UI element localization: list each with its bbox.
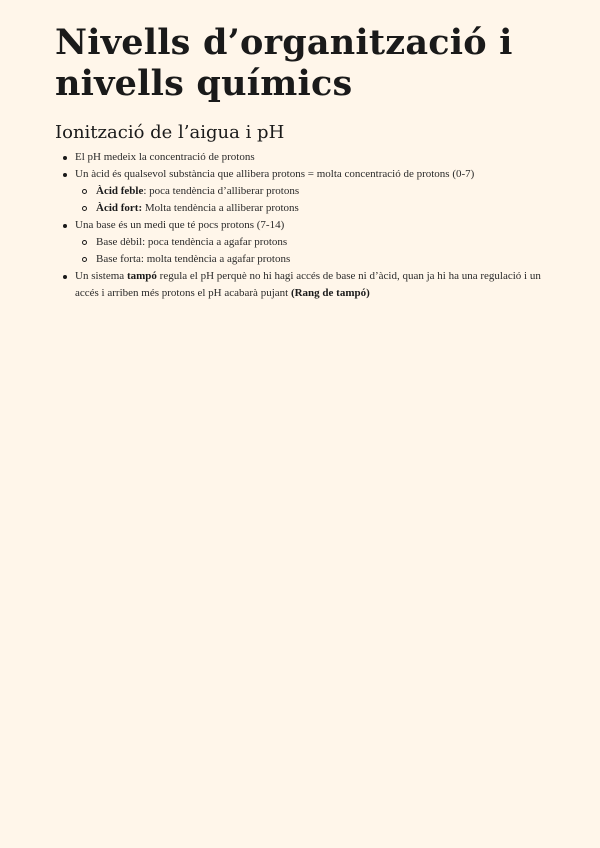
sub-list-item [75,251,545,268]
term-bold: (Rang de tampó) [290,287,370,299]
list-item-text: Una base és un medi que té pocs protons (7-14) [75,219,285,231]
list-item-text: El pH medeix la concentració de protons [75,151,255,163]
list-item [55,166,545,217]
list-item-text: Molta tendència a alliberar protons [142,202,299,214]
page-title: Nivells d’organització i nivells químics [55,22,513,104]
term-bold: tampó [126,270,157,282]
list-item [55,217,545,268]
document-page [55,22,545,302]
section-heading: Ionització de l’aigua i pH [55,122,285,143]
list-item-text: Base forta: molta tendència a agafar protons [96,253,291,265]
sub-list-item [75,183,545,200]
term-bold: Àcid fort: [96,202,143,214]
list-item-text: Un sistema [75,270,127,282]
sub-list-item [75,200,545,217]
list-item-text: Un àcid és qualsevol substància que allibera protons = molta concentració de protons (0-7) [75,168,475,180]
list-item [55,149,545,166]
list-item-text: regula el pH perquè no hi hagi accés de base ni d’àcid, quan ja hi ha una regulació i un accés i arriben més protons el pH acabarà pujant [75,270,541,299]
sub-list [75,234,545,268]
list-item-text: : poca tendència d’alliberar protons [143,185,300,197]
list-item [55,268,545,302]
list-item-text: Base dèbil: poca tendència a agafar protons [96,236,288,248]
sub-list-item [75,234,545,251]
sub-list [75,183,545,217]
term-bold: Àcid feble [96,185,144,197]
bullet-list [55,149,545,302]
